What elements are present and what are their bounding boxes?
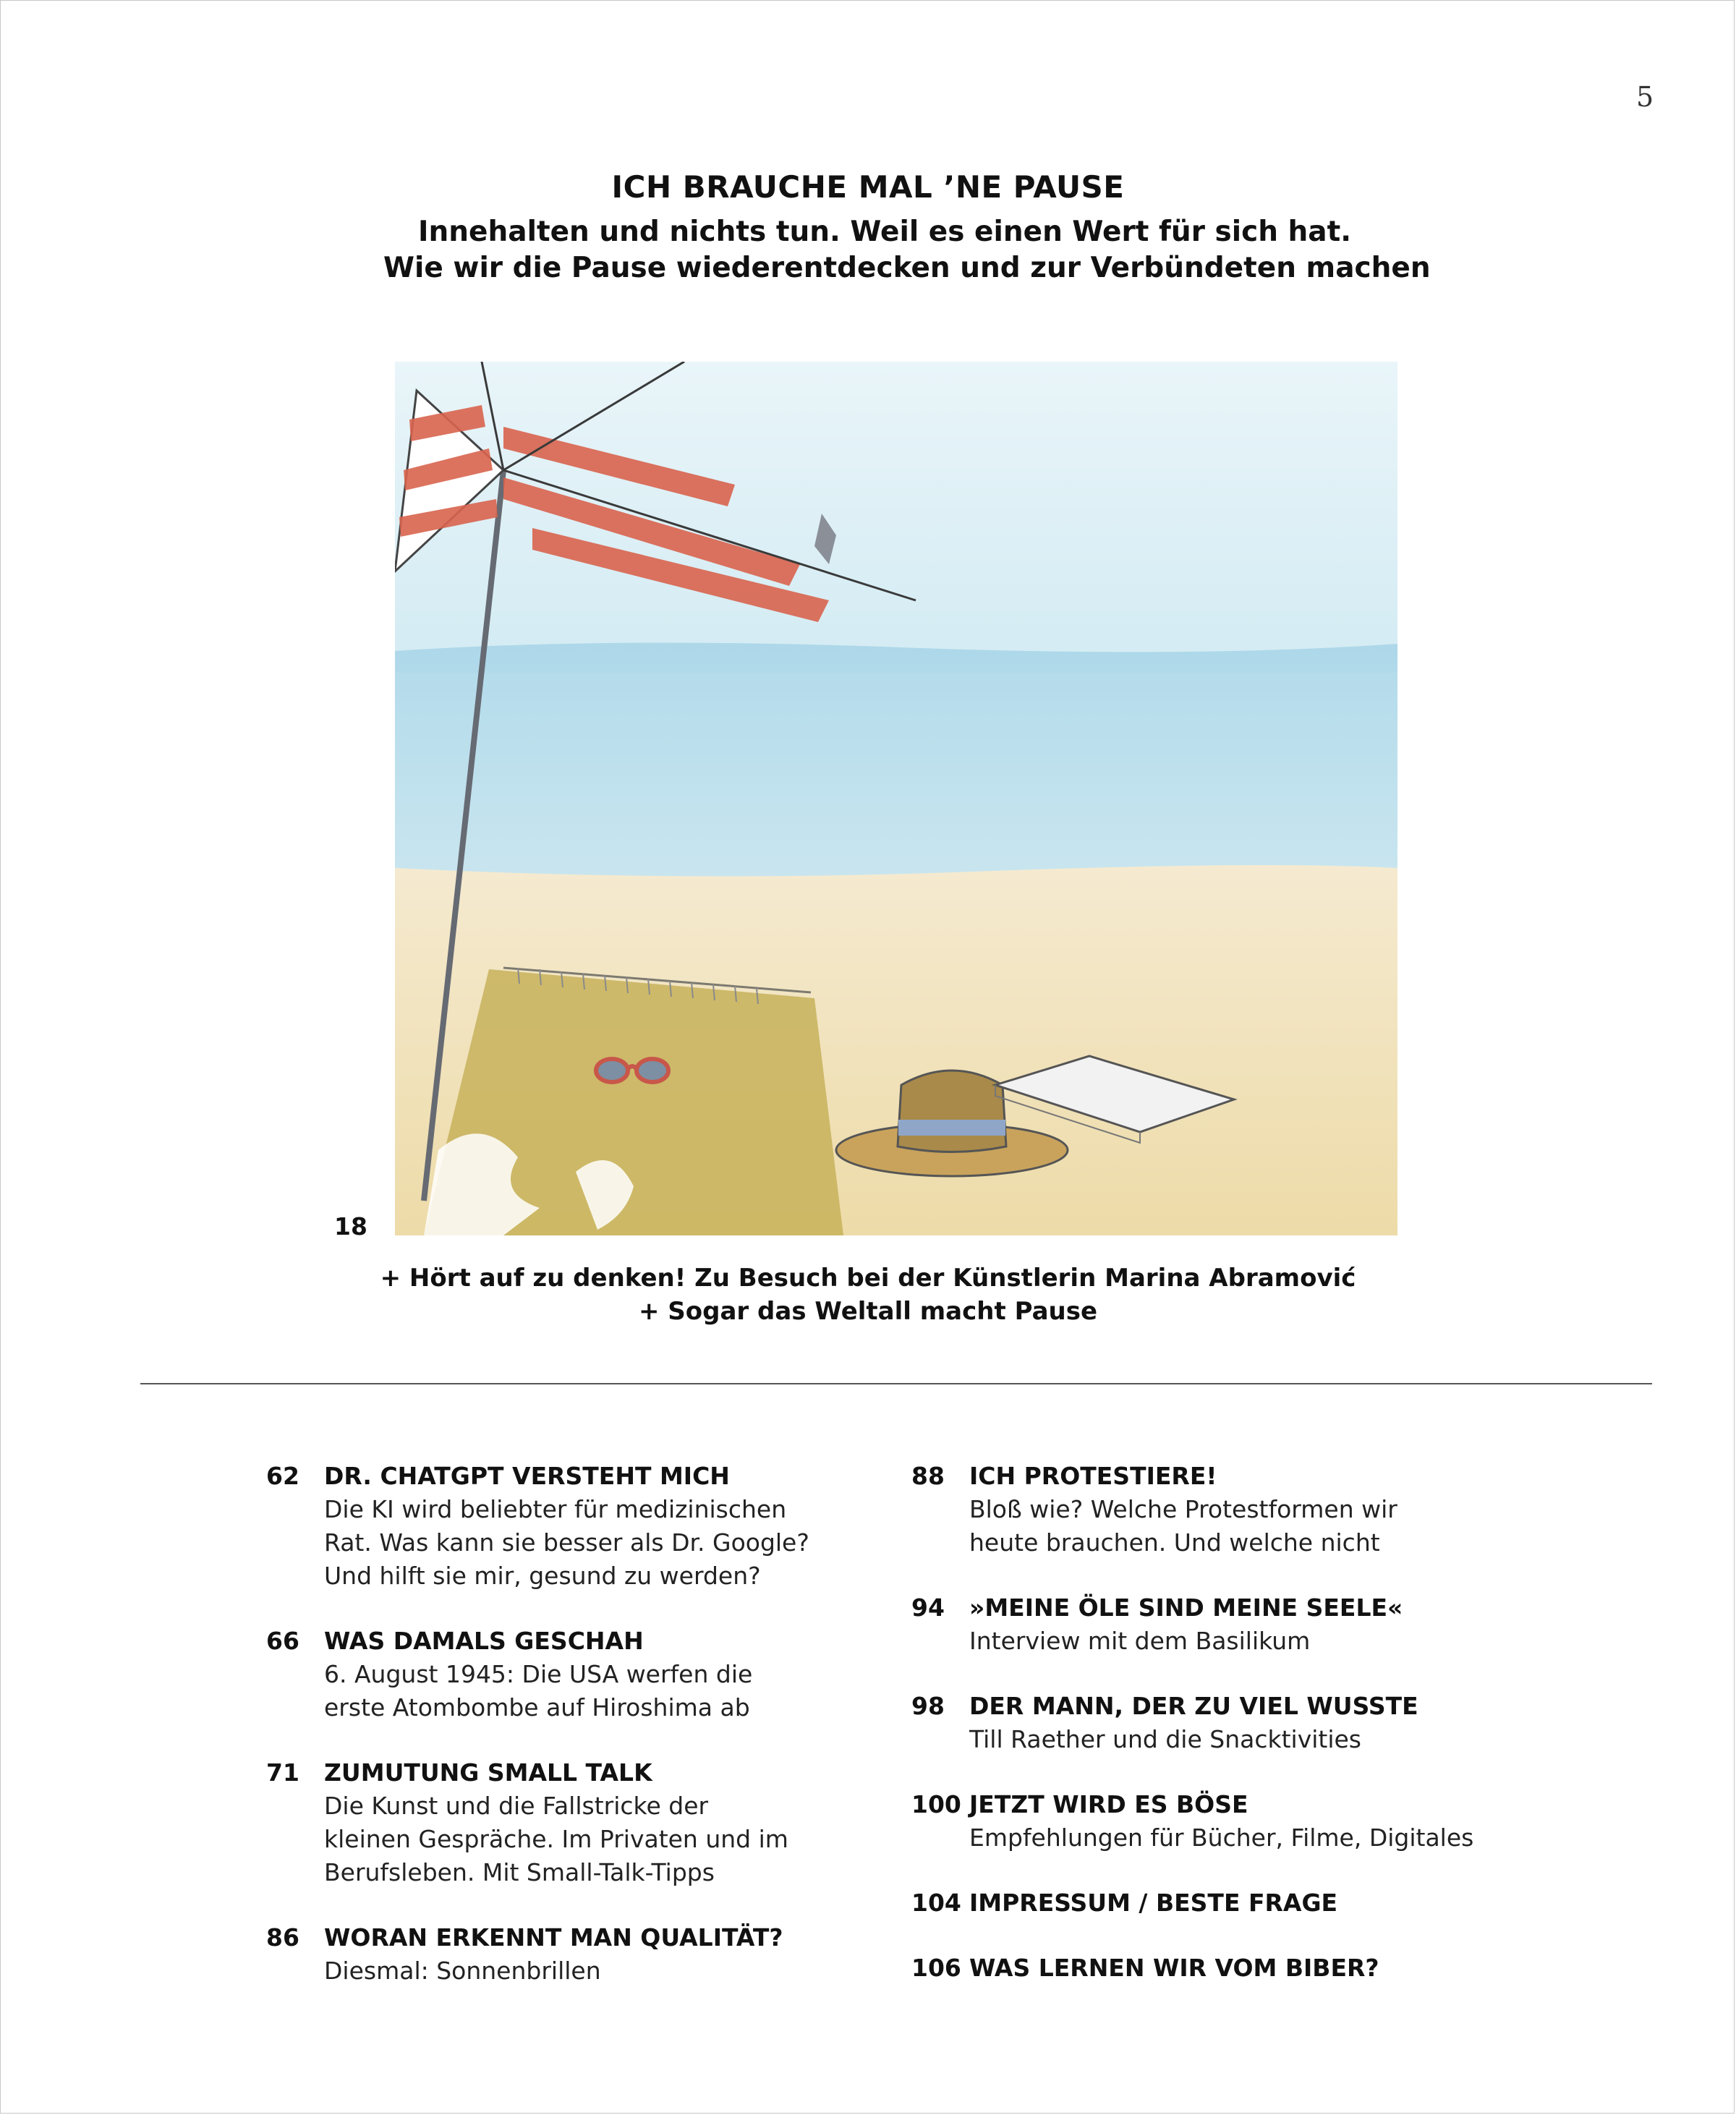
toc-entry[interactable] — [911, 1460, 1562, 1558]
beach-illustration-svg — [395, 362, 1397, 1235]
toc-title: WAS DAMALS GESCHAH — [324, 1627, 644, 1655]
toc-title: DER MANN, DER ZU VIEL WUSSTE — [969, 1692, 1418, 1720]
feature-bullet-2: + Sogar das Weltall macht Pause — [638, 1297, 1098, 1326]
toc-page-number: 94 — [911, 1593, 945, 1622]
toc-page-number: 71 — [266, 1758, 299, 1787]
toc-entry[interactable] — [911, 1690, 1562, 1756]
beach-watercolor-illustration — [395, 362, 1397, 1235]
toc-description: Interview mit dem Basilikum — [969, 1627, 1311, 1655]
toc-description: Diesmal: Sonnenbrillen — [324, 1957, 601, 1985]
toc-page-number: 106 — [911, 1954, 961, 1982]
feature-subtitle — [0, 214, 1736, 286]
sea — [395, 643, 1397, 891]
toc-description: Die KI wird beliebter für medizinischen Rat. Was kann sie besser als Dr. Google? Und hilft sie mir, gesund zu werden? — [324, 1495, 809, 1590]
toc-entry[interactable] — [911, 1591, 1562, 1658]
feature-subtitle-line-2: Wie wir die Pause wiederentdecken und zur Verbündeten machen — [383, 252, 1431, 284]
toc-page-number: 98 — [911, 1692, 945, 1720]
toc-title: IMPRESSUM / BESTE FRAGE — [969, 1889, 1338, 1917]
toc-description: Till Raether und die Snacktivities — [969, 1725, 1362, 1753]
toc-description: Die Kunst und die Fallstricke der kleinen Gespräche. Im Privaten und im Berufsleben. Mit Small-Talk-Tipps — [324, 1792, 788, 1886]
toc-entry[interactable] — [911, 1788, 1562, 1855]
feature-title: ICH BRAUCHE MAL ’NE PAUSE — [611, 169, 1125, 205]
toc-title: ZUMUTUNG SMALL TALK — [324, 1758, 652, 1787]
feature-page-number: 18 — [334, 1212, 367, 1241]
toc-title: ICH PROTESTIERE! — [969, 1462, 1217, 1490]
toc-page-number: 104 — [911, 1889, 961, 1917]
sky — [395, 362, 1397, 673]
feature-bullet-1: + Hört auf zu denken! Zu Besuch bei der Künstlerin Marina Abramović — [380, 1264, 1356, 1293]
toc-left-column — [266, 1460, 888, 1988]
feature-bullets — [0, 1261, 1736, 1328]
toc-entry[interactable] — [266, 1921, 888, 1988]
toc-title: JETZT WIRD ES BÖSE — [969, 1790, 1248, 1818]
toc-page-number: 88 — [911, 1462, 945, 1490]
toc-description: Empfehlungen für Bücher, Filme, Digitales — [969, 1824, 1474, 1852]
toc-page-number: 62 — [266, 1462, 299, 1490]
toc-page-number: 86 — [266, 1923, 299, 1952]
feature-subtitle-line-1: Innehalten und nichts tun. Weil es einen Wert für sich hat. — [418, 216, 1352, 248]
divider-rule — [140, 1383, 1652, 1384]
toc-title: DR. CHATGPT VERSTEHT MICH — [324, 1462, 730, 1490]
page-folio: 5 — [1636, 81, 1654, 113]
toc-title: WAS LERNEN WIR VOM BIBER? — [969, 1954, 1379, 1982]
toc-entry[interactable] — [266, 1625, 888, 1756]
toc-page-number: 66 — [266, 1627, 299, 1655]
toc-entry[interactable] — [266, 1460, 888, 1591]
toc-entry[interactable] — [911, 1886, 1562, 1920]
toc-right-column — [911, 1460, 1562, 1985]
toc-entry[interactable] — [266, 1756, 888, 1888]
toc-title: »MEINE ÖLE SIND MEINE SEELE« — [969, 1593, 1403, 1622]
toc-description: Bloß wie? Welche Protestformen wir heute brauchen. Und welche nicht — [969, 1495, 1397, 1557]
toc-description: 6. August 1945: Die USA werfen die erste Atombombe auf Hiroshima ab — [324, 1660, 753, 1722]
toc-page-number: 100 — [911, 1790, 961, 1818]
toc-entry[interactable] — [911, 1952, 1562, 1985]
toc-title: WORAN ERKENNT MAN QUALITÄT? — [324, 1923, 783, 1952]
